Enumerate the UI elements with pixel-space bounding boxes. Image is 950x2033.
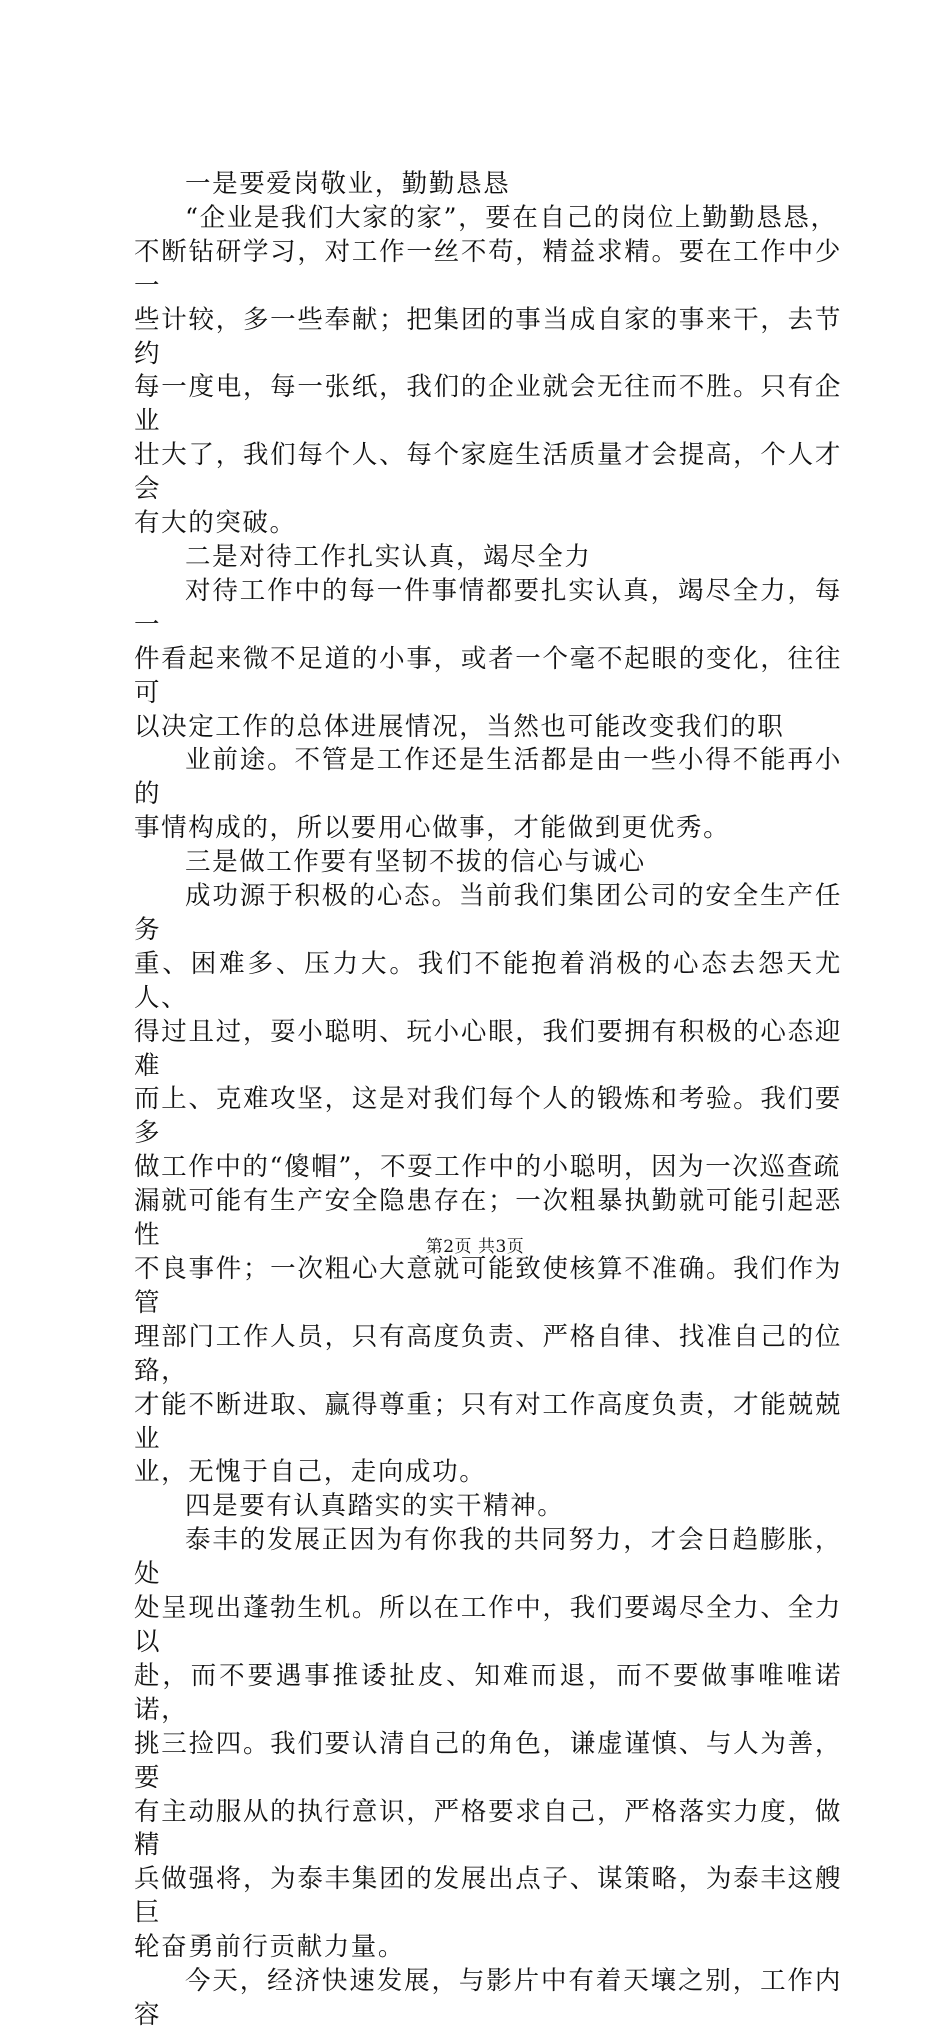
paragraph-6-heading: 三是做工作要有坚韧不拔的信心与诚心 [185,847,646,878]
paragraph-2: “企业是我们大家的家”，要在自己的岗位上勤勤恳恳， 不断钻研学习，对工作一丝不苟，精益求精。要在工作中少一 些计较，多一些奉献；把集团的事当成自家的事来干，去节约 每一度电，每一张纸，我们的企业就会无往而不胜。只有企业 壮大了，我们每个人、每个家庭生活质量才会提高，个人才会 有大的突破。 [134,202,842,539]
paragraph-9: 泰丰的发展正因为有你我的共同努力，才会日趋膨胀，处 处呈现出蓬勃生机。所以在工作中，我们要竭尽全力、全力以 赴，而不要遇事推诿扯皮、知难而退，而不要做事唯唯诺诺， 挑三捡四。我们要认清自己的角色，谦虚谨慎、与人为善，要 有主动服从的执行意识，严格要求自己，严格落实力度，做精 兵做强将，为泰丰集团的发展出点子、谋策略，为泰丰这艘巨 轮奋勇前行贡献力量。 [134,1525,842,1963]
paragraph-10: 今天，经济快速发展，与影片中有着天壤之别，工作内容 [134,1966,842,2030]
paragraph-5: 业前途。不管是工作还是生活都是由一些小得不能再小的 事情构成的，所以要用心做事，才能做到更优秀。 [134,745,842,844]
document-body [134,168,842,2033]
paragraph-7: 成功源于积极的心态。当前我们集团公司的安全生产任务 重、困难多、压力大。我们不能抱着消极的心态去怨天尤人、 得过且过，耍小聪明、玩小心眼，我们要拥有积极的心态迎难 而上、克难攻坚，这是对我们每个人的锻炼和考验。我们要多 做工作中的“傻帽”，不耍工作中的小聪明，因为一次巡查疏 漏就可能有生产安全隐患存在；一次粗暴执勤就可能引起恶性 不良事件；一次粗心大意就可能致使核算不准确。我们作为管 理部门工作人员，只有高度负责、严格自律、找准自己的位臵， 才能不断进取、赢得尊重；只有对工作高度负责，才能兢兢业 业，无愧于自己，走向成功。 [134,881,842,1488]
paragraph-8-heading: 四是要有认真踏实的实干精神。 [185,1491,565,1522]
paragraph-3-heading: 二是对待工作扎实认真，竭尽全力 [185,541,592,572]
paragraph-1-heading: 一是要爱岗敬业，勤勤恳恳 [185,169,511,199]
page-number-footer: 第2页 共3页 [425,1237,525,1257]
paragraph-4: 对待工作中的每一件事情都要扎实认真，竭尽全力，每一 件看起来微不足道的小事，或者一个毫不起眼的变化，往往可 以决定工作的总体进展情况，当然也可能改变我们的职 [134,575,842,742]
